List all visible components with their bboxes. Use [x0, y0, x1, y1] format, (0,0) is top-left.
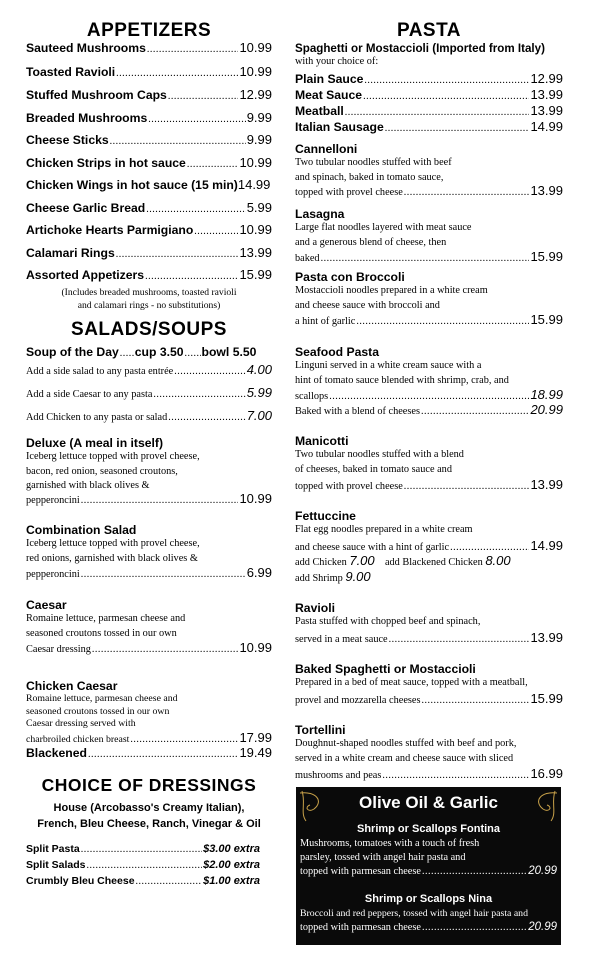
blackened-row: Blackened ..... 19.49: [26, 745, 272, 760]
caesar-salad: Caesar Romaine lettuce, parmesan cheese and seasoned croutons tossed in our own: [26, 598, 186, 639]
dressings-list: House (Arcobasso's Creamy Italian), French, Bleu Cheese, Ranch, Vinegar & Oil: [37, 802, 261, 830]
salads-heading: SALADS/SOUPS: [71, 319, 227, 340]
appetizers-note: (Includes breaded mushrooms, toasted ravioli and calamari rings - no substitutions): [61, 287, 237, 311]
menu-item: Artichoke Hearts Parmigiano ..... 10.99: [26, 222, 272, 237]
pasta-option: Plain Sauce ..... 12.99: [295, 71, 563, 86]
pasta-heading: PASTA: [396, 20, 462, 41]
menu-item: Cheese Sticks ..... 9.99: [26, 132, 272, 147]
extra-item: Crumbly Bleu Cheese ..... $1.00 extra: [26, 875, 260, 887]
soup-of-the-day: Soup of the Day ..... cup 3.50 ..... bowl 5.50: [26, 345, 272, 359]
menu-item: Chicken Wings in hot sauce (15 min) 14.99: [26, 177, 271, 192]
menu-item: Toasted Ravioli ..... 10.99: [26, 64, 272, 79]
fettuccine-addon-shrimp: add Shrimp 9.00: [295, 569, 371, 584]
menu-item: Breaded Mushrooms ..... 9.99: [26, 110, 272, 125]
pasta-option: Meat Sauce ..... 13.99: [295, 87, 563, 102]
ravioli: Ravioli Pasta stuffed with chopped beef and spinach,: [295, 601, 481, 627]
nina-title: Shrimp or Scallops Nina: [364, 893, 493, 905]
addon-item: Add a side salad to any pasta entrée ..... 4.00: [26, 362, 272, 380]
menu-item: Calamari Rings ..... 13.99: [26, 245, 272, 260]
manicotti: Manicotti Two tubular noodles stuffed with a blend of cheeses, baked in tomato sauce and: [295, 434, 464, 475]
menu-item: Chicken Strips in hot sauce ..... 10.99: [26, 155, 272, 170]
combination-price-row: pepperoncini ..... 6.99: [26, 565, 272, 583]
fettuccine-addons: add Chicken 7.00 add Blackened Chicken 8.00: [295, 553, 511, 568]
extra-item: Split Salads ..... $2.00 extra: [26, 859, 260, 871]
nina-description: Broccoli and red peppers, tossed with angel hair pasta and: [300, 908, 528, 919]
chicken-caesar-salad: Chicken Caesar Romaine lettuce, parmesan cheese and seasoned croutons tossed in our own Caesar dressing served with: [26, 679, 178, 729]
pasta-option: Meatball ..... 13.99: [295, 103, 563, 118]
broccoli-price-row: a hint of garlic ..... 15.99: [295, 312, 563, 330]
cannelloni: Cannelloni Two tubular noodles stuffed with beef and spinach, baked in tomato sauce,: [295, 142, 452, 183]
pasta-con-broccoli: Pasta con Broccoli Mostaccioli noodles prepared in a white cream and cheese sauce with broccoli and: [295, 270, 488, 311]
ravioli-price-row: served in a meat sauce ..... 13.99: [295, 630, 563, 648]
dressings-heading: CHOICE OF DRESSINGS: [41, 775, 257, 795]
menu-item: Assorted Appetizers ..... 15.99: [26, 267, 272, 282]
appetizers-heading: APPETIZERS: [86, 20, 212, 41]
baked-spaghetti: Baked Spaghetti or Mostaccioli Prepared in a bed of meat sauce, topped with a meatball,: [295, 662, 528, 688]
seafood-baked-row: Baked with a blend of cheeses ..... 20.99: [295, 402, 563, 420]
deluxe-price-row: pepperoncini ..... 10.99: [26, 491, 272, 509]
fontina-description: Mushrooms, tomatoes with a touch of fresh parsley, tossed with angel hair pasta and: [300, 838, 480, 863]
fontina-title: Shrimp or Scallops Fontina: [356, 823, 501, 835]
addon-item: Add a side Caesar to any pasta ..... 5.99: [26, 385, 272, 403]
menu-item: Stuffed Mushroom Caps ..... 12.99: [26, 87, 272, 102]
lasagna-price-row: baked ..... 15.99: [295, 249, 563, 267]
menu-item: Cheese Garlic Bread ..... 5.99: [26, 200, 272, 215]
lasagna: Lasagna Large flat noodles layered with meat sauce and a generous blend of cheese, then: [295, 207, 472, 248]
seafood-price-row: scallops ..... 18.99: [295, 387, 563, 405]
caesar-price-row: Caesar dressing ..... 10.99: [26, 640, 272, 658]
pasta-option: Italian Sausage ..... 14.99: [295, 119, 563, 134]
nina-price-row: topped with parmesan cheese ..... 20.99: [300, 921, 557, 935]
menu-item: Sauteed Mushrooms ..... 10.99: [26, 40, 272, 55]
seafood-pasta: Seafood Pasta Linguni served in a white cream sauce with a hint of tomato sauce blended with shrimp, crab, and: [295, 345, 509, 386]
addon-item: Add Chicken to any pasta or salad ..... 7.00: [26, 408, 272, 426]
chicken-caesar-price-row: charbroiled chicken breast ..... 17.99: [26, 730, 272, 748]
extra-item: Split Pasta ..... $3.00 extra: [26, 843, 260, 855]
olive-oil-heading: Olive Oil & Garlic: [359, 793, 498, 812]
tortellini-price-row: mushrooms and peas ..... 16.99: [295, 766, 563, 784]
combination-salad: Combination Salad Iceberg lettuce topped with provel cheese, red onions, garnished with black olives &: [26, 523, 200, 564]
olive-oil-garlic-box: [296, 787, 561, 945]
fettuccine-price-row: and cheese sauce with a hint of garlic ..... 14.99: [295, 538, 563, 556]
tortellini: Tortellini Doughnut-shaped noodles stuffed with beef and pork, served in a white cream and cheese sauce with sliced: [295, 723, 517, 764]
baked-price-row: provel and mozzarella cheeses ..... 15.99: [295, 691, 563, 709]
deluxe-salad: Deluxe (A meal in itself) Iceberg lettuce topped with provel cheese, bacon, red onion, seasoned croutons, garnished with black olives &: [26, 436, 200, 491]
fettuccine: Fettuccine Flat egg noodles prepared in a white cream: [295, 509, 473, 535]
manicotti-price-row: topped with provel cheese ..... 13.99: [295, 477, 563, 495]
spaghetti-section: Spaghetti or Mostaccioli (Imported from Italy) with your choice of:: [295, 42, 545, 67]
cannelloni-price-row: topped with provel cheese ..... 13.99: [295, 183, 563, 201]
fontina-price-row: topped with parmesan cheese ..... 20.99: [300, 865, 557, 879]
